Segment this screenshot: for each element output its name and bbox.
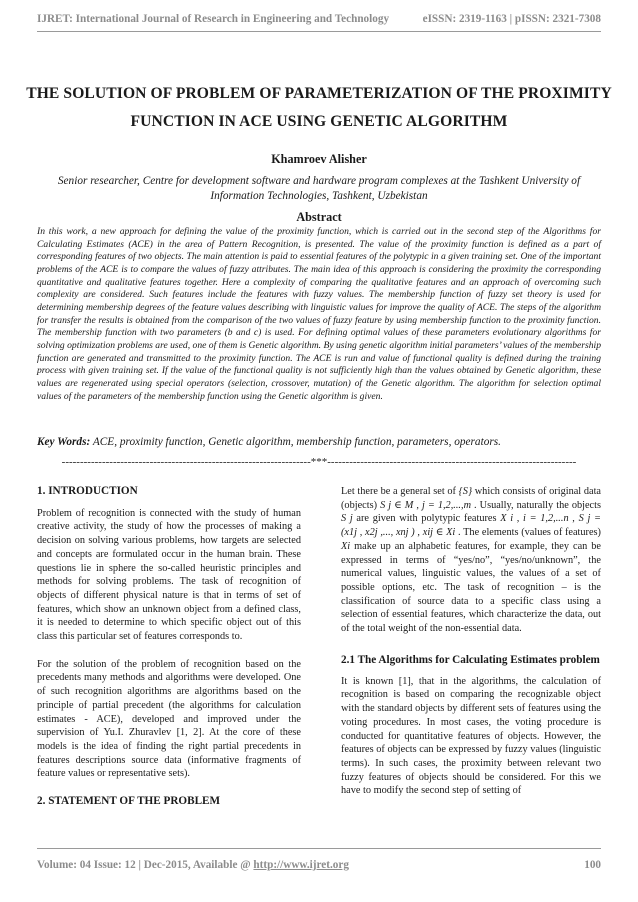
abstract-heading: Abstract <box>296 210 342 224</box>
footer-rule <box>37 848 601 849</box>
author-affiliation: Senior researcher, Centre for development software and hardware program complexes at the Tashkent University of Information Technologies, Tashkent, Uzbekistan <box>57 175 581 202</box>
keywords-label: Key Words: <box>37 436 91 448</box>
text-run: . Usually, naturally the objects <box>471 499 601 511</box>
issn: eISSN: 2319-1163 | pISSN: 2321-7308 <box>422 13 601 25</box>
math-xij-in-xi: xij ∈ Xi <box>422 527 456 539</box>
keywords <box>37 436 601 448</box>
math-set-s: {S} <box>458 486 473 497</box>
math-xi-range: X i , i = 1,2,...n <box>500 513 569 525</box>
header-rule <box>37 31 601 32</box>
text-run: which consists of original data (objects) <box>341 486 601 511</box>
right-column <box>341 485 601 812</box>
section-heading-introduction: 1. INTRODUCTION <box>37 485 138 497</box>
text-run: make up an alphabetic features, for example, they can be expressed in terms of “yes/no”, “yes/no/unknown”, the numerical values, linguistic values, the values of a set of possible options, etc. The task of recognition – is the classification of source data to a specific class using a selection of essential features, which characterize the data, out of the total weight of the non-essential data. <box>341 540 601 635</box>
text-run: , <box>413 499 422 511</box>
section-separator: --------------------------------------------------------------------***-------------------------------------------------------------------- <box>61 456 577 468</box>
text-run: , <box>568 513 579 525</box>
subsection-heading-ace: 2.1 The Algorithms for Calculating Estimates problem <box>341 653 600 666</box>
paper-title: THE SOLUTION OF PROBLEM OF PARAMETERIZATION OF THE PROXIMITY FUNCTION IN ACE USING GENETIC ALGORITHM <box>26 85 612 130</box>
running-footer <box>37 859 601 871</box>
math-sj: S j <box>341 513 353 525</box>
footer-volume <box>37 859 349 871</box>
text-run: . The elements (values of features) <box>455 527 601 539</box>
page-number: 100 <box>584 859 601 871</box>
journal-link[interactable]: http://www.ijret.org <box>253 859 349 871</box>
abstract-text: In this work, a new approach for defining the value of the proximity function, which is carried out in the second step of the Algorithms for Calculating Estimates (ACE) in the area of Pattern Recognition, is presented. The value of the proximity function is defined as a part of corresponding features of two objects. The main attention is paid to essential features of the polytypic in a given training set. One of the important problems of the ACE is to compare the values of fuzzy attributes. The main idea of this approach is considering the proximity the corresponding quantitative and qualitative features together. Here a complexity of comparing the qualitative features and an approach of overcoming such complexity are considered. Such features include the features with fuzzy values. The membership function of fuzzy set theory is used for determining membership degrees of the feature values describing with linguistic values for improve the quality of ACE. The steps of the algorithm for transfer the results is obtained from the comparison of the two values of fuzzy feature by using membership function to the proximity function. The membership function with two parameters (b and c) is used. For defining optimal values of these parameters evolutionary algorithms for solving optimization problems are used, one of them is Genetic algorithm. By using genetic algorithm initial parameters’ values of the membership function are generated and transmitted to the proximity function. The ACE is run and value of functional quality is defined during the training process with given training set. If the value of the functional quality is not sufficiently high than the values obtained by Genetic algorithm, these values are regenerated using special operators (selection, crossover, mutation) of the Genetic algorithm. The algorithm for selection optimal values of the parameters of the membership function using the Genetic algorithm is given. <box>37 226 601 402</box>
math-j-range: j = 1,2,...,m <box>421 499 472 511</box>
volume-text: Volume: 04 Issue: 12 | Dec-2015, Available @ <box>37 859 254 871</box>
text-run: are given with polytypic features <box>352 513 501 525</box>
left-column <box>37 485 301 817</box>
keywords-list: ACE, proximity function, Genetic algorithm, membership function, parameters, operators. <box>92 436 501 448</box>
problem-paragraph <box>341 485 601 636</box>
section-heading-statement: 2. STATEMENT OF THE PROBLEM <box>37 795 221 808</box>
author-name: Khamroev Alisher <box>271 152 367 166</box>
text-run: , <box>414 527 423 539</box>
text-run: Let there be a general set of <box>341 486 459 497</box>
math-sj-vector: S j = (x1j , x2j ,..., xnj ) <box>341 513 601 539</box>
intro-paragraph-2: For the solution of the problem of recognition based on the precedents many methods and algorithms were developed. One of such recognition algorithms are algorithms based on the principle of partial precedent (the algorithms for calculation estimates - ACE), developed and improved under the supervision of Yu.I. Zhuravlev [1, 2]. At the core of these models is the idea of finding the right partial precedents in features descriptions source data (informative fragments of feature values or representative sets). <box>37 658 301 780</box>
journal-name: IJRET: International Journal of Research in Engineering and Technology <box>37 13 390 25</box>
math-xi: Xi <box>341 540 351 552</box>
running-header <box>37 13 601 25</box>
math-sj-in-m: S j ∈ M <box>380 499 414 511</box>
ace-paragraph: It is known [1], that in the algorithms, the calculation of recognition is based on comparing the recognizable object with the standard objects by different sets of features using the voting procedures. In most cases, the voting procedure is conducted for quantitative features of objects. However, the features of objects can be expressed by fuzzy values (linguistic terms). In such cases, the proximity between relevant two fuzzy features of objects should be considered. For this we have to modify the second step of setting of <box>341 675 601 797</box>
intro-paragraph-1: Problem of recognition is connected with the study of human creative activity, the study of how the processes of making a decision on solving various problems, how targets are selected and concepts are formulated occur in the human brain. These questions lie in sphere the so-called heuristic principles and methods for solving problems. The task of recognition of objects of different physical nature is that in terms of set of features, which show an unknown object from a defined class, it is needed to determine to which specific object out of this class this particular set of features corresponds to. <box>37 507 301 643</box>
